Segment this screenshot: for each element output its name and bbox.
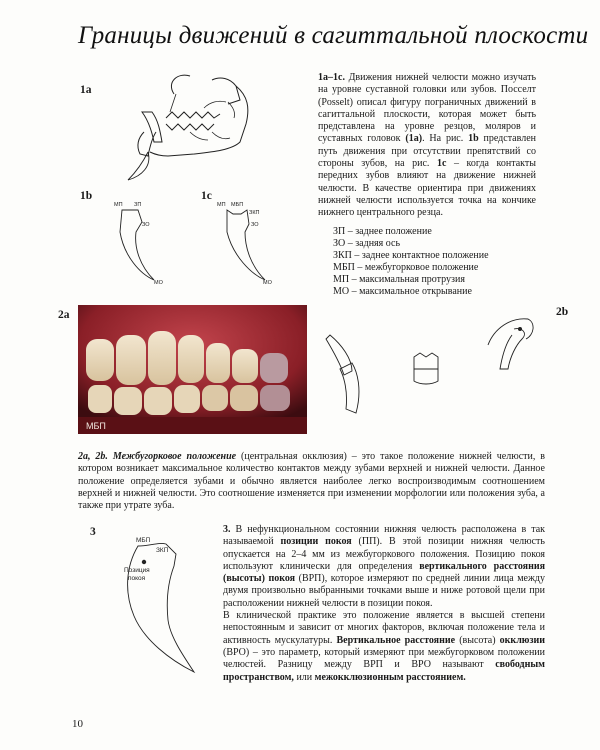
legend-item: ЗО – задняя ось	[333, 238, 401, 249]
section-2-paragraph	[78, 451, 545, 512]
legend-item: ЗП – заднее положение	[333, 226, 432, 237]
text-run: (ПП). В этой позиции нижняя челюсть опускается на 2–4 мм из межбугоркового положения. Позицию покоя используют клинически для определения	[223, 536, 545, 572]
bold-term: вертикального расстояния (высоты) покоя	[223, 560, 545, 585]
bold-term: окклюзии	[499, 634, 545, 646]
bold-term: межокклюзионным расстоянием.	[314, 671, 466, 683]
section-3-paragraph	[223, 524, 545, 684]
teeth-photo	[78, 305, 307, 434]
text-run: (ВРО) – это параметр, который измеряют при межбугорковом положении челюстей. Разницу между ВРП и ВРО называют	[223, 646, 545, 671]
legend-item: ЗКП – заднее контактное положение	[333, 250, 489, 261]
figure-2b-tooth-sketches	[322, 305, 548, 417]
text-run: (высота)	[455, 634, 500, 646]
text-run: (центральная окклюзия) – это такое положение нижней челюсти, в котором возникает максимальное количество контактов между зубами верхней и нижней челюсти. Данное положение определяется зубами и обычно является наиболее легко воспроизводимым соотношением верхней и нижней челюсти. Это соотношение изменяется при изменении морфологии или положения зуба, а также при утрате зуба.	[78, 451, 545, 512]
figure-1b-envelope	[110, 196, 170, 288]
figure-3-envelope	[110, 532, 220, 682]
section-3-lead: 3.	[223, 524, 231, 535]
figure-label-1b: 1b	[80, 190, 93, 202]
diagram-label-zo: ЗО	[251, 222, 259, 228]
diagram-label-mbp: МБП	[231, 202, 244, 208]
text-run: – когда контакты передних зубов влияют на движение нижней челюсти. В качестве ориентира при движениях нижней челюсти используется точка на кончике нижнего центрального резца.	[318, 158, 536, 219]
teeth-photo-illustration	[78, 305, 307, 434]
diagram-label-mo: МО	[263, 280, 272, 286]
photo-label-mbp: МБП	[86, 421, 106, 431]
page-number: 10	[72, 718, 83, 730]
bold-term: свободным пространством,	[223, 659, 545, 683]
figure-label-2b: 2b	[556, 306, 569, 318]
figure-label-3: 3	[90, 526, 96, 538]
bold-term: позиции покоя	[280, 536, 352, 548]
legend-item: МО – максимальное открывание	[333, 286, 472, 297]
text-run: представлен путь движения при отсутствии препятствий со стороны зубов, на рис.	[318, 133, 536, 170]
text-run: Движения нижней челюсти можно изучать на уровне суставной головки или зубов. Посселт (Posselt) описал фигуру пограничных движений в сагиттальной плоскости, которая может быть представлена на уровне резцов, моляров и суставных головок	[318, 72, 536, 145]
diagram-label-zkp: ЗКП	[249, 210, 260, 216]
diagram-label-mbp: МБП	[136, 537, 151, 544]
figure-label-1a: 1a	[80, 84, 92, 96]
ref-1c: 1c	[436, 158, 447, 170]
ref-1a: (1a)	[405, 133, 423, 145]
text-run: (ВРП), которое измеряют по средней линии лица между двумя произвольно выбранными точками выше и ниже ротовой щели при расположении нижней челюсти в позиции покоя.	[223, 573, 545, 609]
diagram-label-zkp: ЗКП	[156, 547, 169, 554]
section-1-lead: 1a–1c.	[318, 72, 345, 83]
figure-label-1c: 1c	[201, 190, 212, 202]
figure-1c-envelope	[215, 196, 285, 288]
text-run: . На рис.	[422, 133, 469, 145]
legend-item: МП – максимальная протрузия	[333, 274, 465, 285]
text-run: В нефункциональном состоянии нижняя челюсть расположена в так называемой	[223, 524, 545, 548]
page-title: Границы движений в сагиттальной плоскости	[78, 22, 589, 49]
section-2-lead: 2a, 2b. Межбугорковое положение	[78, 451, 237, 462]
abbreviation-legend	[333, 226, 489, 298]
diagram-label-mp: МП	[114, 202, 123, 208]
diagram-label-rest-1: Позиция	[124, 567, 150, 574]
figure-1a-jaw-diagram	[108, 72, 308, 182]
diagram-label-mo: МО	[154, 280, 163, 286]
section-1-paragraph	[318, 72, 536, 220]
diagram-label-zo: ЗО	[142, 222, 150, 228]
ref-1b: 1b	[468, 133, 479, 145]
bold-term: Вертикальное расстояние	[336, 634, 456, 646]
text-run: или	[293, 671, 315, 683]
diagram-label-zp: ЗП	[134, 202, 142, 208]
diagram-label-rest-2: покоя	[128, 575, 146, 582]
legend-item: МБП – межбугорковое положение	[333, 262, 479, 273]
figure-label-2a: 2a	[58, 309, 70, 321]
text-run: В клинической практике это положение является в высшей степени непостоянным и зависит от многих факторов, включая положение тела и активность мускулатуры.	[223, 610, 545, 646]
diagram-label-mp: МП	[217, 202, 226, 208]
